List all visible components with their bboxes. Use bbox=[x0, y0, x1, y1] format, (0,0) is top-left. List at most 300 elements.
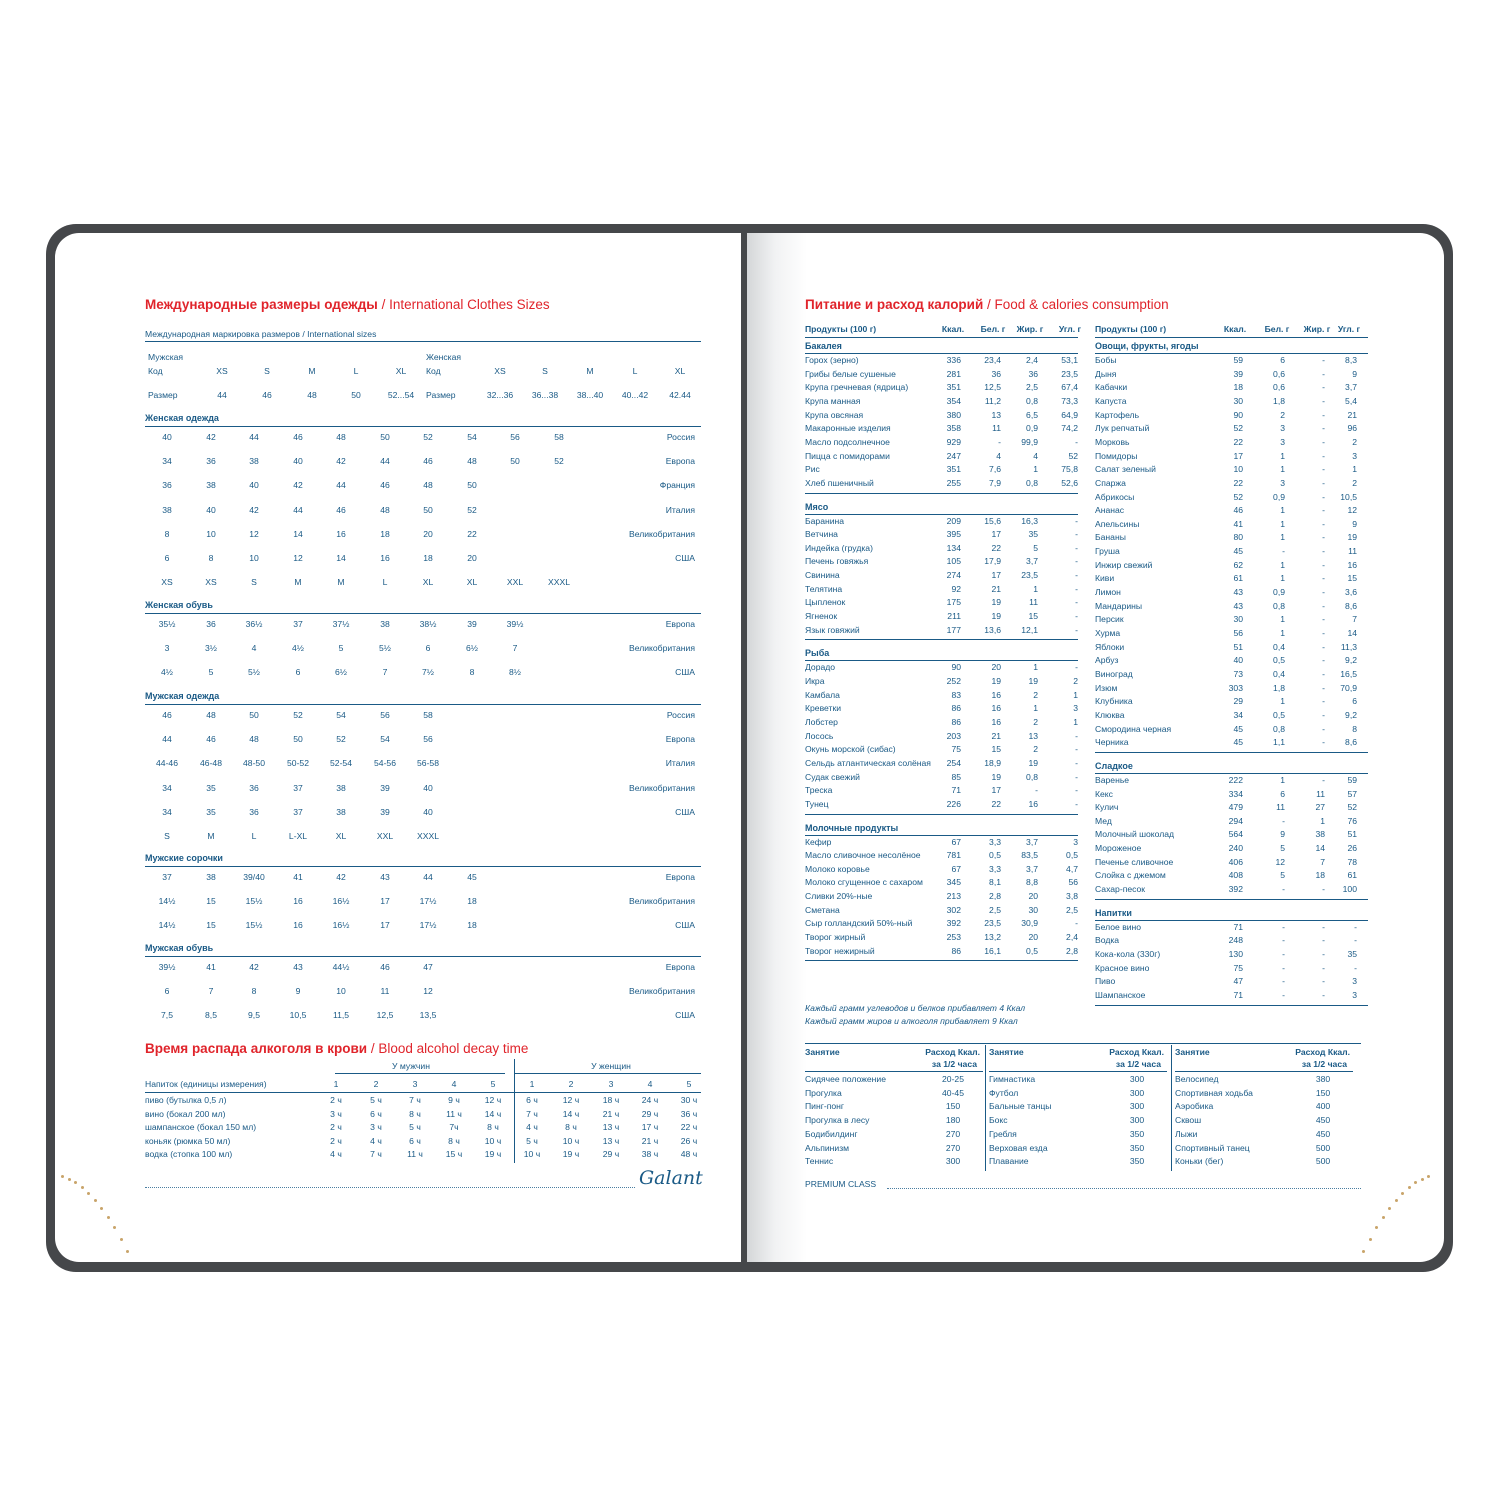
food-value: - bbox=[1282, 962, 1285, 973]
decay-time: 8 ч bbox=[448, 1135, 460, 1146]
food-value: 100 bbox=[1342, 884, 1357, 895]
food-value: 0,8 bbox=[1026, 395, 1038, 406]
country-label: Европа bbox=[665, 456, 695, 467]
size-cell: 35 bbox=[206, 806, 216, 817]
food-value: 12 bbox=[1347, 505, 1357, 516]
size-cell: 6½ bbox=[466, 643, 478, 654]
food-value: 15,6 bbox=[984, 515, 1001, 526]
size-cell: 36½ bbox=[245, 619, 263, 629]
size-cell: 44½ bbox=[332, 962, 350, 972]
divider-line bbox=[1175, 1071, 1353, 1072]
food-name: Капуста bbox=[1095, 395, 1127, 406]
food-value: - bbox=[1282, 976, 1285, 987]
size-cell: 52 bbox=[554, 456, 564, 467]
stitch-dot bbox=[68, 1178, 71, 1181]
food-value: 83 bbox=[951, 689, 961, 700]
size-cell: 36 bbox=[162, 480, 172, 491]
food-value: - bbox=[1075, 436, 1078, 447]
decay-time: 14 ч bbox=[562, 1108, 580, 1119]
stitch-dot bbox=[1401, 1192, 1404, 1195]
food-value: 294 bbox=[1228, 815, 1243, 826]
divider-line bbox=[805, 660, 1078, 661]
decay-time: 14 ч bbox=[484, 1108, 502, 1119]
size-cell: 40 bbox=[162, 432, 172, 442]
food-value: 4 bbox=[996, 450, 1001, 461]
food-value: 27 bbox=[1315, 802, 1325, 813]
drink-name: коньяк (рюмка 50 мл) bbox=[145, 1135, 231, 1146]
food-value: 1 bbox=[1320, 815, 1325, 826]
stitch-dot bbox=[87, 1192, 90, 1195]
size-cell: 10 bbox=[336, 986, 346, 997]
food-name: Ягненок bbox=[805, 611, 838, 622]
food-name: Сыр голландский 50%-ный bbox=[805, 918, 913, 929]
food-value: 8,1 bbox=[989, 877, 1001, 888]
food-value: 6 bbox=[1280, 788, 1285, 799]
food-value: 10 bbox=[1233, 464, 1243, 475]
size-cell: 7 bbox=[512, 643, 518, 654]
food-value: 35 bbox=[1347, 949, 1357, 959]
activity-kcal: 40-45 bbox=[942, 1087, 964, 1098]
country-label: США bbox=[675, 667, 695, 678]
food-value: - bbox=[1322, 668, 1325, 679]
food-value: 23,5 bbox=[1061, 368, 1078, 379]
food-value: 6 bbox=[1352, 696, 1357, 707]
size-cell: 43 bbox=[380, 872, 390, 882]
activity-kcal: 300 bbox=[1129, 1087, 1145, 1098]
size-cell: S bbox=[251, 577, 257, 588]
food-value: - bbox=[1322, 573, 1325, 584]
food-value: 1 bbox=[1280, 450, 1285, 461]
size-cell: 56 bbox=[510, 432, 520, 442]
food-name: Виноград bbox=[1095, 668, 1133, 679]
section-4-title: Мужская обувь bbox=[145, 943, 214, 953]
food-value: 9 bbox=[1352, 518, 1357, 529]
country-label: Великобритания bbox=[629, 528, 695, 539]
food-value: 14 bbox=[1315, 843, 1325, 854]
kcal-header-sub: за 1/2 часа bbox=[1115, 1059, 1161, 1069]
activity-name: Бодибилдинг bbox=[805, 1128, 858, 1139]
food-value: 16 bbox=[991, 703, 1001, 714]
size-cell: 11,5 bbox=[332, 1010, 350, 1021]
food-name: Яблоки bbox=[1095, 641, 1125, 652]
food-value: 85 bbox=[951, 771, 961, 782]
activity-name: Коньки (бег) bbox=[1175, 1156, 1224, 1167]
size-cell: 40 bbox=[206, 504, 216, 515]
food-value: 56 bbox=[1068, 877, 1078, 888]
decay-time: 17 ч bbox=[641, 1122, 659, 1133]
size-cell: M bbox=[207, 831, 215, 841]
food-value: 5,4 bbox=[1345, 395, 1357, 406]
decay-time: 10 ч bbox=[562, 1135, 580, 1146]
size-cell: 5 bbox=[338, 643, 344, 654]
food-value: 5 bbox=[1033, 542, 1038, 553]
drink-name: водка (стопка 100 мл) bbox=[145, 1149, 233, 1160]
premium-class-label: PREMIUM CLASS bbox=[805, 1179, 877, 1189]
size-cell: 17½ bbox=[419, 896, 437, 907]
decay-time: 18 ч bbox=[602, 1095, 620, 1105]
food-value: 71 bbox=[951, 785, 961, 796]
food-value: 90 bbox=[951, 662, 961, 673]
size-cell: 52 bbox=[336, 734, 346, 745]
food-value: 2 bbox=[1073, 676, 1078, 686]
size-value: 36...38 bbox=[531, 390, 559, 400]
food-name: Кулич bbox=[1095, 802, 1119, 813]
size-cell: 54 bbox=[380, 734, 390, 745]
food-value: 51 bbox=[1233, 641, 1243, 652]
food-name: Судак свежий bbox=[805, 771, 860, 782]
size-cell: 17½ bbox=[419, 920, 437, 931]
stitch-dot bbox=[94, 1199, 97, 1202]
food-value: 8,6 bbox=[1345, 600, 1357, 611]
stitch-dot bbox=[1414, 1181, 1417, 1184]
size-cell: 39½ bbox=[506, 619, 524, 629]
food-name: Баранина bbox=[805, 515, 845, 526]
divider-line bbox=[515, 1073, 701, 1074]
food-value: 11,3 bbox=[1340, 641, 1357, 652]
size-cell: L bbox=[251, 831, 257, 841]
food-value: 209 bbox=[946, 515, 961, 526]
food-value: 57 bbox=[1347, 788, 1357, 799]
stitch-dot bbox=[1408, 1186, 1411, 1189]
activity-kcal: 380 bbox=[1315, 1074, 1331, 1084]
col-header-nutrient: Угл. г bbox=[1058, 324, 1082, 334]
decay-time: 30 ч bbox=[680, 1095, 698, 1105]
activity-kcal: 270 bbox=[945, 1128, 961, 1139]
size-cell: 58 bbox=[554, 432, 564, 442]
food-value: 408 bbox=[1228, 870, 1243, 881]
size-value: 52...54 bbox=[387, 390, 415, 400]
size-cell: 3½ bbox=[205, 643, 217, 654]
food-title-ru: Питание и расход калорий bbox=[805, 297, 984, 312]
activity-kcal: 20-25 bbox=[942, 1074, 964, 1084]
food-value: 0,5 bbox=[1066, 850, 1078, 861]
decay-time: 15 ч bbox=[445, 1149, 463, 1160]
food-value: - bbox=[1322, 409, 1325, 420]
food-name: Рис bbox=[805, 464, 820, 475]
size-cell: 15½ bbox=[245, 896, 263, 907]
divider-line bbox=[145, 866, 701, 867]
food-value: 929 bbox=[946, 436, 961, 447]
size-cell: 40 bbox=[423, 782, 433, 793]
activity-name: Прогулка bbox=[805, 1087, 842, 1098]
country-label: Европа bbox=[665, 872, 695, 882]
food-value: 9,2 bbox=[1345, 655, 1357, 666]
food-value: - bbox=[1322, 518, 1325, 529]
food-value: - bbox=[1075, 611, 1078, 622]
size-cell: 6 bbox=[295, 667, 301, 678]
food-name: Мед bbox=[1095, 815, 1112, 826]
size-cell: 18 bbox=[380, 528, 390, 539]
food-value: 76 bbox=[1347, 815, 1357, 826]
size-cell: 36 bbox=[206, 619, 216, 629]
size-cell: 6½ bbox=[335, 667, 347, 678]
food-value: 22 bbox=[1233, 477, 1243, 488]
size-cell: 8,5 bbox=[205, 1010, 217, 1021]
decay-time: 3 ч bbox=[370, 1122, 382, 1133]
size-cell: 16 bbox=[293, 896, 303, 907]
food-value: - bbox=[1075, 730, 1078, 741]
food-value: 2 bbox=[1352, 477, 1357, 488]
size-cell: 7½ bbox=[422, 667, 434, 678]
country-label: США bbox=[675, 806, 695, 817]
size-cell: 50-52 bbox=[287, 758, 309, 769]
decay-time: 4 ч bbox=[370, 1135, 382, 1146]
size-cell: 8 bbox=[251, 986, 257, 997]
size-code: XS bbox=[494, 366, 506, 376]
food-value: 30 bbox=[1233, 395, 1243, 406]
food-name: Пиво bbox=[1095, 976, 1116, 987]
size-cell: 9,5 bbox=[248, 1010, 260, 1021]
size-cell: M bbox=[337, 577, 345, 588]
food-value: 16,3 bbox=[1021, 515, 1038, 526]
size-cell: 39 bbox=[467, 619, 477, 629]
divider-line bbox=[1095, 353, 1368, 354]
food-value: 0,5 bbox=[1273, 709, 1285, 720]
size-cell: XL bbox=[466, 577, 478, 588]
food-value: 0,9 bbox=[1273, 587, 1285, 598]
size-cell: 36 bbox=[206, 456, 216, 467]
activity-kcal: 450 bbox=[1315, 1128, 1331, 1139]
divider-line bbox=[805, 1043, 1361, 1044]
food-value: 0,4 bbox=[1273, 668, 1285, 679]
food-value: 247 bbox=[946, 450, 961, 461]
size-cell: 50 bbox=[467, 480, 477, 491]
food-value: - bbox=[1322, 774, 1325, 785]
food-value: 75 bbox=[951, 744, 961, 755]
size-cell: M bbox=[294, 577, 302, 588]
food-value: - bbox=[1322, 450, 1325, 461]
food-value: 255 bbox=[946, 477, 961, 488]
unit: 4 bbox=[451, 1079, 457, 1089]
food-name: Варенье bbox=[1095, 774, 1130, 785]
size-cell: 20 bbox=[467, 553, 477, 563]
food-name: Язык говяжий bbox=[805, 624, 860, 635]
food-value: 6 bbox=[1280, 355, 1285, 365]
size-cell: 35 bbox=[206, 782, 216, 793]
divider-line bbox=[145, 426, 701, 427]
food-value: 59 bbox=[1233, 355, 1243, 365]
clothes-sizes-title bbox=[145, 297, 550, 312]
food-value: 13 bbox=[991, 409, 1001, 420]
food-name: Крупа овсяная bbox=[805, 409, 864, 420]
food-name: Лосось bbox=[805, 730, 834, 741]
food-value: 30,9 bbox=[1021, 918, 1038, 929]
food-name: Горох (зерно) bbox=[805, 355, 859, 365]
country-label: Италия bbox=[665, 504, 695, 515]
food-group-title: Рыба bbox=[805, 648, 830, 659]
size-cell: 37½ bbox=[332, 619, 350, 629]
food-name: Свинина bbox=[805, 570, 840, 581]
food-name: Салат зеленый bbox=[1095, 464, 1156, 475]
food-value: 13,2 bbox=[984, 932, 1001, 943]
activity-kcal: 180 bbox=[945, 1115, 961, 1126]
food-name: Персик bbox=[1095, 614, 1124, 625]
food-value: 1 bbox=[1280, 559, 1285, 570]
size-cell: 42 bbox=[249, 504, 259, 515]
food-value: 254 bbox=[946, 757, 961, 768]
food-value: 36 bbox=[1028, 368, 1038, 379]
country-label: Великобритания bbox=[629, 986, 695, 997]
food-value: 52 bbox=[1347, 802, 1357, 813]
food-value: 0,8 bbox=[1273, 723, 1285, 734]
food-group-title: Сладкое bbox=[1095, 760, 1133, 771]
food-value: 334 bbox=[1228, 788, 1243, 799]
divider-line bbox=[805, 493, 1078, 494]
food-value: 14 bbox=[1347, 628, 1357, 638]
food-name: Творог нежирный bbox=[805, 945, 875, 956]
size-cell: 40 bbox=[423, 806, 433, 817]
food-value: 15 bbox=[1028, 611, 1038, 622]
food-value: 46 bbox=[1233, 505, 1243, 516]
food-value: - bbox=[1322, 655, 1325, 666]
food-value: 4 bbox=[1033, 450, 1038, 461]
women-size-label: Размер bbox=[426, 390, 456, 400]
food-value: - bbox=[1322, 587, 1325, 598]
food-value: 30 bbox=[1233, 614, 1243, 625]
food-name: Кока-кола (330г) bbox=[1095, 949, 1161, 959]
country-label: Россия bbox=[666, 432, 695, 442]
drink-name: пиво (бутылка 0,5 л) bbox=[145, 1095, 227, 1105]
decay-time: 29 ч bbox=[641, 1108, 659, 1119]
food-value: 21 bbox=[1347, 409, 1357, 420]
food-name: Молоко коровье bbox=[805, 863, 870, 874]
size-cell: 42 bbox=[336, 456, 346, 467]
food-value: - bbox=[1282, 949, 1285, 959]
kcal-header: Расход Ккал. bbox=[925, 1047, 980, 1057]
food-value: 1,8 bbox=[1273, 395, 1285, 406]
food-value: - bbox=[1282, 884, 1285, 895]
food-name: Крупа гречневая (ядрица) bbox=[805, 382, 909, 393]
food-value: - bbox=[1322, 723, 1325, 734]
food-name: Красное вино bbox=[1095, 962, 1150, 973]
size-cell: 35½ bbox=[158, 619, 176, 629]
size-cell: 50 bbox=[423, 504, 433, 515]
food-value: 67 bbox=[951, 863, 961, 874]
decay-time: 36 ч bbox=[680, 1108, 698, 1119]
clothes-title-en: / International Clothes Sizes bbox=[377, 297, 550, 312]
column-separator bbox=[514, 1059, 515, 1163]
food-value: - bbox=[1354, 935, 1357, 946]
divider-line bbox=[805, 353, 1078, 354]
decay-time: 8 ч bbox=[565, 1122, 577, 1133]
food-value: 29 bbox=[1233, 696, 1243, 707]
food-name: Мандарины bbox=[1095, 600, 1143, 611]
food-value: 351 bbox=[946, 382, 961, 393]
food-value: 15 bbox=[991, 744, 1001, 755]
food-name: Творог жирный bbox=[805, 932, 866, 943]
size-cell: 52 bbox=[423, 432, 433, 442]
food-group-title: Мясо bbox=[805, 501, 829, 512]
country-label: Россия bbox=[666, 710, 695, 720]
size-cell: 17 bbox=[380, 920, 390, 931]
size-cell: 18 bbox=[467, 896, 477, 907]
size-cell: 22 bbox=[467, 528, 477, 539]
size-cell: 44 bbox=[336, 480, 346, 491]
size-cell: 52 bbox=[467, 504, 477, 515]
size-cell: 7 bbox=[382, 667, 388, 678]
food-value: 3 bbox=[1352, 989, 1357, 1000]
stitch-dot bbox=[1395, 1199, 1398, 1202]
food-value: - bbox=[1322, 614, 1325, 625]
activity-kcal: 350 bbox=[1129, 1156, 1145, 1167]
intl-sizes-label: Международная маркировка размеров / International sizes bbox=[145, 329, 377, 339]
decay-time: 7ч bbox=[449, 1122, 459, 1133]
food-value: 479 bbox=[1228, 802, 1243, 813]
food-value: 18 bbox=[1315, 870, 1325, 881]
size-cell: 46 bbox=[162, 710, 172, 720]
food-name: Треска bbox=[805, 785, 833, 796]
size-cell: 41 bbox=[293, 872, 303, 882]
size-cell: 54-56 bbox=[374, 758, 396, 769]
decay-time: 38 ч bbox=[641, 1149, 659, 1160]
food-value: 0,9 bbox=[1273, 491, 1285, 502]
food-value: - bbox=[1322, 628, 1325, 638]
size-cell: XL bbox=[422, 577, 434, 588]
food-value: 3,7 bbox=[1026, 863, 1038, 874]
stitch-dot bbox=[120, 1238, 123, 1241]
activity-kcal: 500 bbox=[1315, 1156, 1331, 1167]
activity-name: Аэробика bbox=[1175, 1101, 1214, 1112]
food-value: 16 bbox=[1347, 559, 1357, 570]
decay-time: 6 ч bbox=[409, 1135, 421, 1146]
decay-time: 48 ч bbox=[680, 1149, 698, 1160]
food-value: 3 bbox=[1352, 976, 1357, 987]
size-cell: 37 bbox=[293, 806, 303, 817]
food-value: 11 bbox=[1029, 597, 1038, 608]
col-header-nutrient: Жир. г bbox=[1303, 324, 1331, 334]
food-value: 2,8 bbox=[1066, 945, 1078, 956]
food-value: 1 bbox=[1280, 518, 1285, 529]
size-cell: 46 bbox=[336, 504, 346, 515]
food-value: 7,9 bbox=[989, 477, 1001, 488]
food-name: Крупа манная bbox=[805, 395, 861, 406]
food-value: - bbox=[1075, 583, 1078, 594]
decay-time: 10 ч bbox=[484, 1135, 502, 1146]
food-value: 86 bbox=[951, 945, 961, 956]
divider-line bbox=[1095, 337, 1368, 338]
food-value: 2,4 bbox=[1026, 355, 1038, 365]
food-value: - bbox=[1322, 368, 1325, 379]
size-cell: 48 bbox=[206, 710, 216, 720]
food-value: 20 bbox=[1028, 891, 1038, 902]
stitch-dot bbox=[1421, 1178, 1424, 1181]
food-value: 11 bbox=[1276, 802, 1285, 813]
food-value: 61 bbox=[1233, 573, 1243, 584]
activity-name: Бокс bbox=[989, 1115, 1008, 1126]
size-cell: 46 bbox=[380, 962, 390, 972]
food-value: 303 bbox=[1228, 682, 1243, 693]
food-value: 1 bbox=[1280, 573, 1285, 584]
unit: 5 bbox=[686, 1079, 692, 1089]
size-cell: 46 bbox=[206, 734, 216, 745]
food-value: 7 bbox=[1352, 614, 1357, 625]
section-0-title: Женская одежда bbox=[145, 413, 219, 423]
decay-time: 11 ч bbox=[446, 1108, 462, 1119]
food-name: Арбуз bbox=[1095, 655, 1119, 666]
food-value: 41 bbox=[1233, 518, 1243, 529]
stitch-dot bbox=[74, 1181, 77, 1184]
men-label: Мужская bbox=[148, 352, 184, 362]
food-value: 240 bbox=[1228, 843, 1243, 854]
food-value: - bbox=[1322, 989, 1325, 1000]
food-name: Индейка (грудка) bbox=[805, 542, 873, 553]
size-cell: 43 bbox=[293, 962, 303, 972]
food-value: 67 bbox=[951, 836, 961, 847]
food-value: 5 bbox=[1280, 870, 1285, 881]
food-value: 0,6 bbox=[1273, 382, 1285, 393]
size-cell: 54 bbox=[336, 710, 346, 720]
decay-time: 24 ч bbox=[641, 1095, 659, 1105]
